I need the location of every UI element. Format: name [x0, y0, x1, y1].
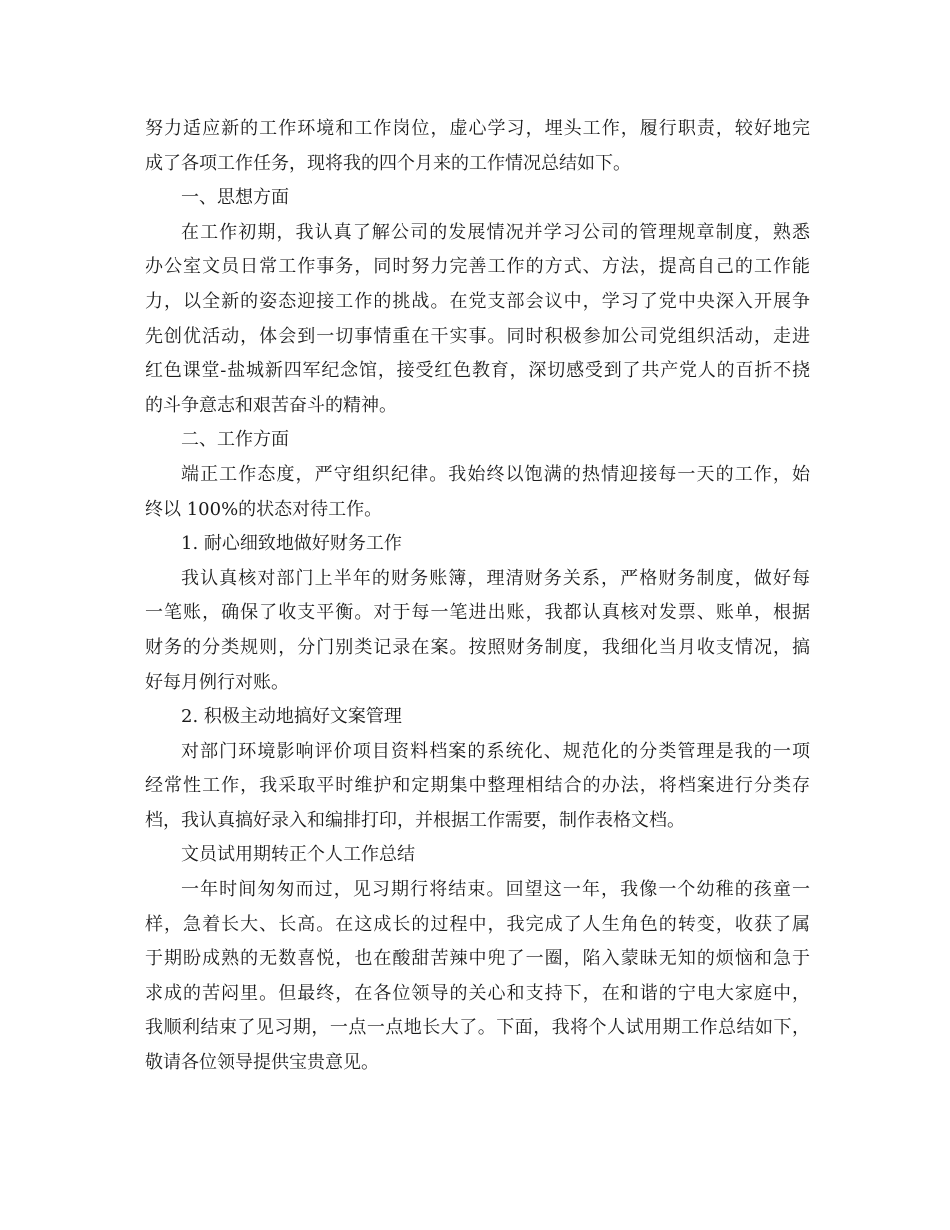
text-line: 1. 耐心细致地做好财务工作 [181, 533, 402, 555]
text-line: 2. 积极主动地搞好文案管理 [181, 706, 402, 728]
text-line: 我顺利结束了见习期，一点一点地长大了。下面，我将个人试用期工作总结如下， [145, 1017, 810, 1039]
text-line: 文员试用期转正个人工作总结 [181, 844, 415, 866]
text-line: 财务的分类规则，分门别类记录在案。按照财务制度，我细化当月收支情况，搞 [145, 636, 810, 658]
text-line: 的斗争意志和艰苦奋斗的精神。 [145, 394, 397, 416]
text-line: 档，我认真搞好录入和编排打印，并根据工作需要，制作表格文档。 [145, 809, 685, 831]
text-line: 力，以全新的姿态迎接工作的挑战。在党支部会议中，学习了党中央深入开展争 [145, 290, 810, 312]
text-line: 求成的苦闷里。但最终，在各位领导的关心和支持下，在和谐的宁电大家庭中， [145, 982, 810, 1004]
text-line: 我认真核对部门上半年的财务账簿，理清财务关系，严格财务制度，做好每 [181, 567, 810, 589]
text-line: 于期盼成熟的无数喜悦，也在酸甜苦辣中兜了一圈，陷入蒙昧无知的烦恼和急于 [145, 948, 810, 970]
text-line: 一年时间匆匆而过，见习期行将结束。回望这一年，我像一个幼稚的孩童一 [181, 879, 810, 901]
text-line: 对部门环境影响评价项目资料档案的系统化、规范化的分类管理是我的一项 [181, 740, 810, 762]
text-line: 成了各项工作任务，现将我的四个月来的工作情况总结如下。 [145, 152, 631, 174]
text-line: 办公室文员日常工作事务，同时努力完善工作的方式、方法，提高自己的工作能 [145, 256, 810, 278]
text-line: 在工作初期，我认真了解公司的发展情况并学习公司的管理规章制度，熟悉 [181, 221, 810, 243]
text-line: 红色课堂-盐城新四军纪念馆，接受红色教育，深切感受到了共产党人的百折不挠 [145, 360, 810, 382]
text-line: 端正工作态度，严守组织纪律。我始终以饱满的热情迎接每一天的工作，始 [181, 463, 810, 485]
document-body [145, 112, 810, 1081]
text-line: 一、思想方面 [181, 187, 289, 209]
text-line: 先创优活动，体会到一切事情重在干实事。同时积极参加公司党组织活动，走进 [145, 325, 810, 347]
text-line: 样，急着长大、长高。在这成长的过程中，我完成了人生角色的转变，收获了属 [145, 913, 810, 935]
text-line: 经常性工作，我采取平时维护和定期集中整理相结合的办法，将档案进行分类存 [145, 775, 810, 797]
text-line: 二、工作方面 [181, 429, 289, 451]
text-line: 敬请各位领导提供宝贵意见。 [145, 1052, 379, 1074]
text-line: 好每月例行对账。 [145, 671, 289, 693]
text-line: 一笔账，确保了收支平衡。对于每一笔进出账，我都认真核对发票、账单，根据 [145, 602, 810, 624]
text-line: 努力适应新的工作环境和工作岗位，虚心学习，埋头工作，履行职责，较好地完 [145, 118, 810, 139]
text-line: 终以 100%的状态对待工作。 [145, 498, 383, 520]
